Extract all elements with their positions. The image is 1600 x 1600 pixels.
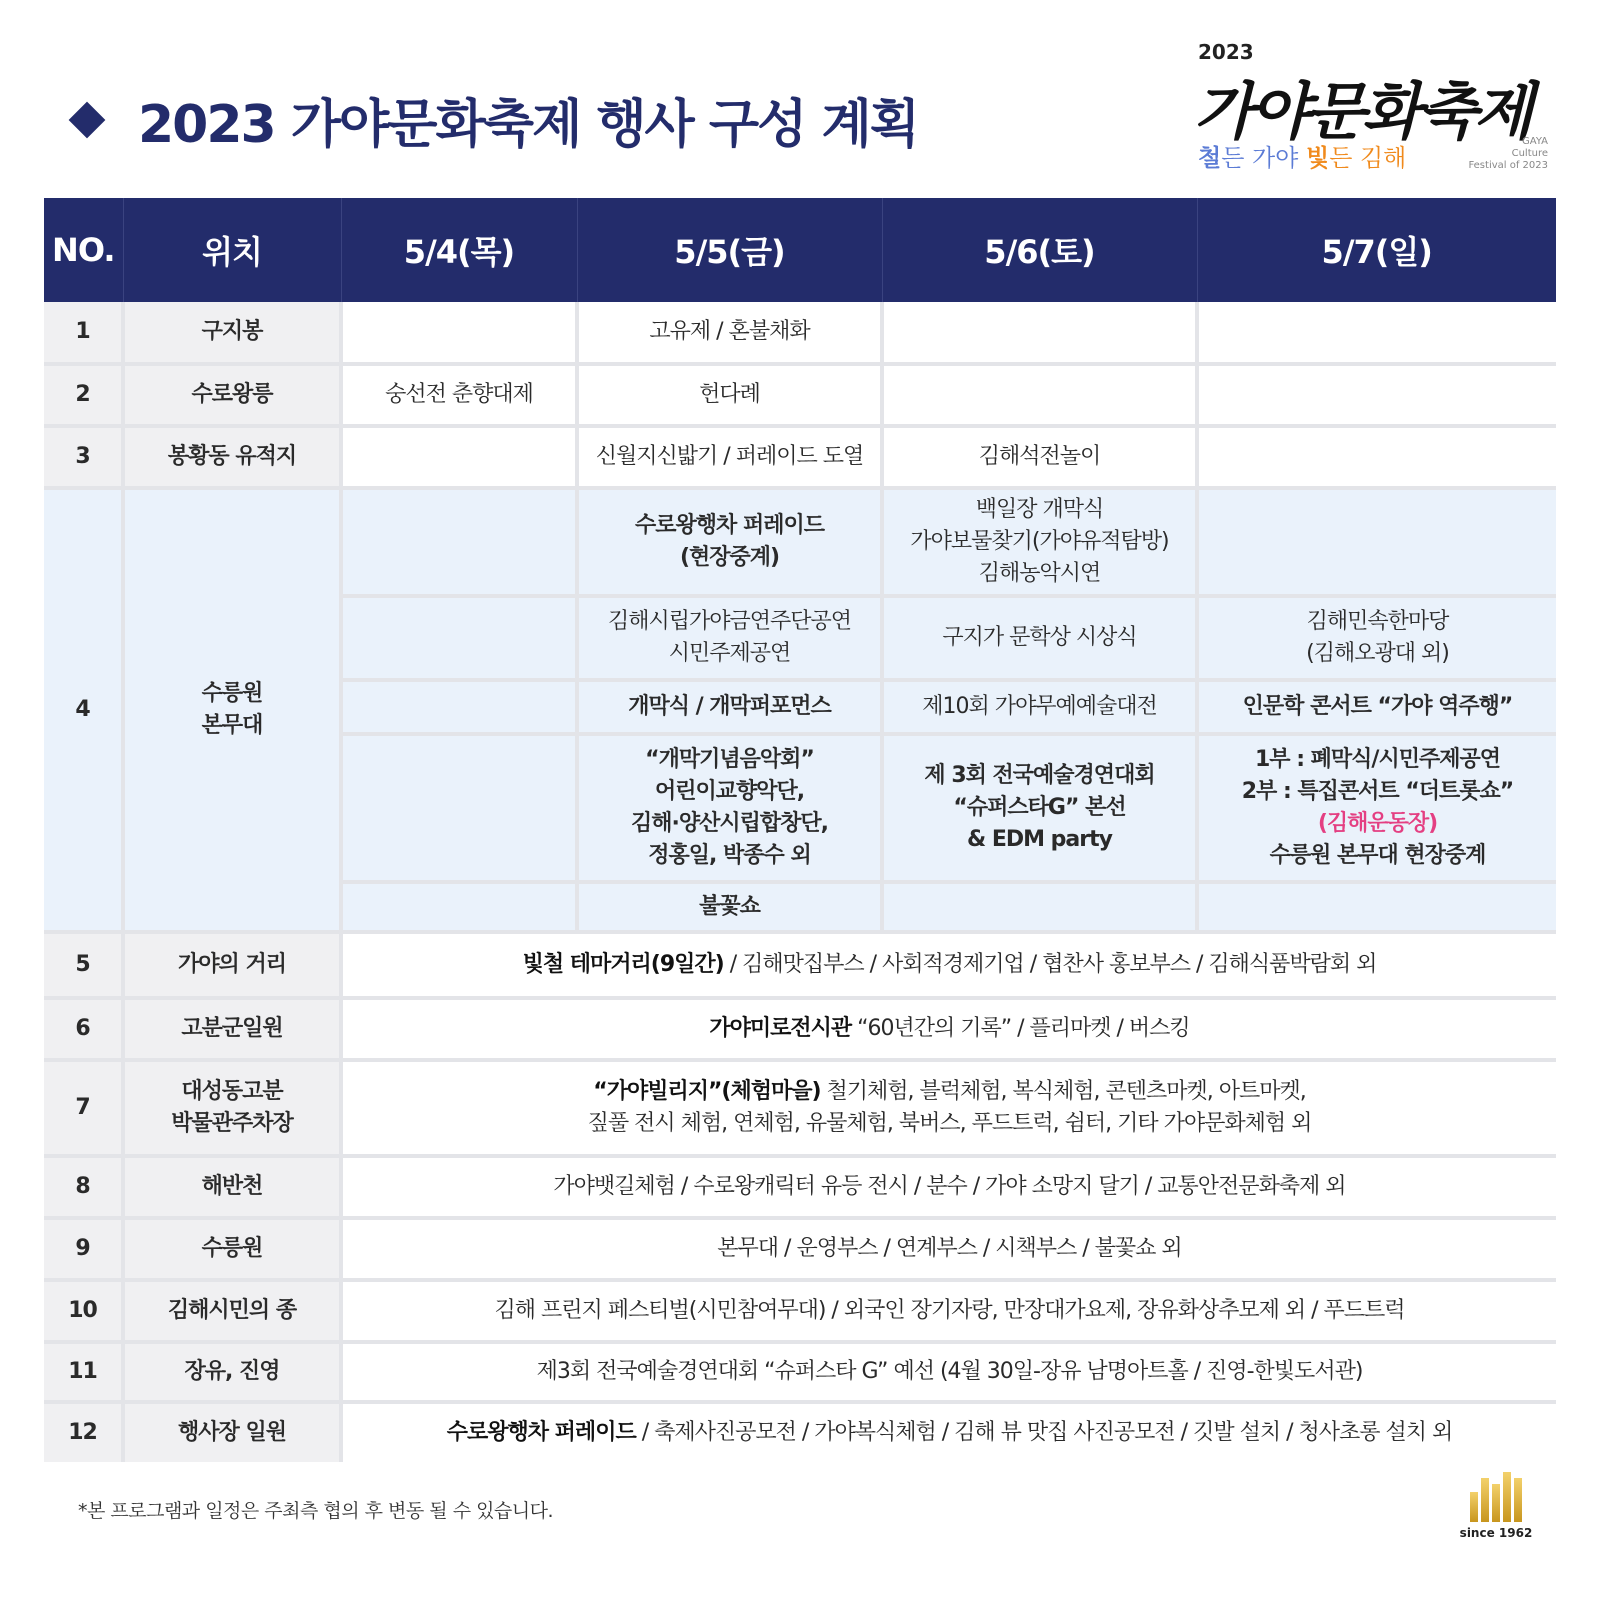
row-location: 구지봉 (123, 302, 341, 364)
program-highlight: “가야빌리지”(체험마을) (593, 1079, 821, 1104)
cell-program: 구지가 문학상 시상식 (882, 596, 1197, 680)
program-line: 수릉원 본무대 현장중계 (1269, 843, 1486, 868)
table-row (44, 1156, 1556, 1218)
page-title: 2023 가야문화축제 행사 구성 계획 (138, 95, 918, 155)
program-highlight: 가야미로전시관 (709, 1016, 852, 1041)
cell-program-span (341, 932, 1556, 998)
row-location (123, 488, 341, 932)
header-location: 위치 (123, 198, 341, 302)
program-line: 정홍일, 박종수 외 (648, 843, 811, 868)
cell-empty (882, 882, 1197, 932)
header-day-4: 5/7(일) (1197, 198, 1556, 302)
cell-program-span (341, 1060, 1556, 1156)
row-location: 김해시민의 종 (123, 1280, 341, 1342)
cell-program-span (341, 998, 1556, 1060)
cell-empty (1197, 488, 1556, 596)
program-rest: / 김해맛집부스 / 사회적경제기업 / 협찬사 홍보부스 / 김해식품박람회 외 (723, 952, 1377, 977)
program-line: 1부 : 폐막식/시민주제공연 (1255, 747, 1500, 772)
row-no: 5 (44, 932, 123, 998)
cell-empty (1197, 302, 1556, 364)
cell-program (577, 734, 882, 882)
program-highlight: 빛철 테마거리(9일간) (522, 952, 724, 977)
row-no: 4 (44, 488, 123, 932)
program-rest: / 축제사진공모전 / 가야복식체험 / 김해 뷰 맛집 사진공모전 / 깃발 설치 / 청사초롱 설치 외 (635, 1420, 1453, 1445)
row-location: 수로왕릉 (123, 364, 341, 426)
program-line: 짚풀 전시 체험, 연체험, 유물체험, 북버스, 푸드트럭, 쉼터, 기타 가야문화체험 외 (587, 1111, 1312, 1136)
cell-program (1197, 734, 1556, 882)
page-title-block (68, 82, 918, 157)
cell-program: 김해석전놀이 (882, 426, 1197, 488)
table-row (44, 1218, 1556, 1280)
cell-program-span: 본무대 / 운영부스 / 연계부스 / 시책부스 / 불꽃쇼 외 (341, 1218, 1556, 1280)
cell-program: 신월지신밟기 / 퍼레이드 도열 (577, 426, 882, 488)
table-row (44, 1402, 1556, 1462)
row-no: 6 (44, 998, 123, 1060)
row-no: 11 (44, 1342, 123, 1402)
row-location: 봉황동 유적지 (123, 426, 341, 488)
since-text: since 1962 (1459, 1526, 1533, 1540)
cell-empty (882, 364, 1197, 426)
logo-main-text: 가야문화축제 (1194, 75, 1530, 148)
program-line: “개막기념음악회” (645, 747, 814, 772)
row-no: 12 (44, 1402, 123, 1462)
event-plan-table (44, 198, 1556, 1462)
footnote: *본 프로그램과 일정은 주최측 협의 후 변동 될 수 있습니다. (78, 1500, 554, 1522)
row-no: 7 (44, 1060, 123, 1156)
logo-slogan-c: 빛 (1306, 144, 1330, 172)
row-no: 1 (44, 302, 123, 364)
cell-program: 헌다례 (577, 364, 882, 426)
location-line: 대성동고분 (181, 1079, 283, 1104)
logo-slogan-d: 든 김해 (1329, 144, 1407, 172)
cell-program (882, 488, 1197, 596)
table-row (44, 932, 1556, 998)
table-row (44, 426, 1556, 488)
header-no: NO. (44, 198, 123, 302)
festival-logo (1180, 40, 1560, 180)
diamond-bullet-icon (69, 101, 106, 138)
row-location: 해반천 (123, 1156, 341, 1218)
cell-program-span: 제3회 전국예술경연대회 “슈퍼스타 G” 예선 (4월 30일-장유 남명아트홀 / 진영-한빛도서관) (341, 1342, 1556, 1402)
cell-program-span: 김해 프린지 페스티벌(시민참여무대) / 외국인 장기자랑, 만장대가요제, 장유화상추모제 외 / 푸드트럭 (341, 1280, 1556, 1342)
cell-program (882, 734, 1197, 882)
cell-program: 고유제 / 혼불채화 (577, 302, 882, 364)
program-line: 시민주제공연 (668, 641, 791, 666)
cell-empty (1197, 882, 1556, 932)
logo-year: 2023 (1198, 40, 1254, 64)
table-row (44, 488, 1556, 596)
row-no: 9 (44, 1218, 123, 1280)
program-line: (김해오광대 외) (1306, 641, 1449, 666)
program-line: 김해시립가야금연주단공연 (607, 609, 852, 634)
cell-empty (341, 488, 577, 596)
row-location: 수릉원 (123, 1218, 341, 1280)
program-line: 수로왕행차 퍼레이드 (635, 513, 824, 538)
row-location (123, 1060, 341, 1156)
table-row (44, 302, 1556, 364)
cell-program (1197, 596, 1556, 680)
program-line: 김해·양산시립합창단, (631, 811, 828, 836)
cell-program: 숭선전 춘향대제 (341, 364, 577, 426)
program-line: 백일장 개막식 (975, 497, 1104, 522)
logo-slogan (1198, 138, 1406, 173)
table-row (44, 998, 1556, 1060)
cell-program: 개막식 / 개막퍼포먼스 (577, 680, 882, 734)
header-day-3: 5/6(토) (882, 198, 1197, 302)
cell-program: 인문학 콘서트 “가야 역주행” (1197, 680, 1556, 734)
table-row (44, 1060, 1556, 1156)
cell-program (577, 488, 882, 596)
emblem-icon (1464, 1472, 1528, 1522)
program-line: 김해농악시연 (978, 561, 1101, 586)
header-day-1: 5/4(목) (341, 198, 577, 302)
row-no: 3 (44, 426, 123, 488)
logo-en-line-3: Festival of 2023 (1468, 160, 1548, 171)
cell-empty (1197, 426, 1556, 488)
cell-empty (882, 302, 1197, 364)
row-no: 2 (44, 364, 123, 426)
cell-empty (341, 596, 577, 680)
program-line: (현장중계) (679, 545, 780, 570)
row-location: 장유, 진영 (123, 1342, 341, 1402)
logo-slogan-b: 든 가야 (1221, 144, 1306, 172)
cell-empty (1197, 364, 1556, 426)
cell-program (577, 596, 882, 680)
cell-empty (341, 680, 577, 734)
cell-program-span: 가야뱃길체험 / 수로왕캐릭터 유등 전시 / 분수 / 가야 소망지 달기 / 교통안전문화축제 외 (341, 1156, 1556, 1218)
table-row (44, 1280, 1556, 1342)
cell-empty (341, 302, 577, 364)
logo-en-line-2: Culture (1511, 148, 1548, 159)
logo-slogan-a: 철 (1198, 144, 1222, 172)
program-venue-highlight: (김해운동장) (1317, 811, 1438, 836)
table-header-row (44, 198, 1556, 302)
location-line: 박물관주차장 (171, 1111, 293, 1136)
program-highlight: 수로왕행차 퍼레이드 (446, 1420, 636, 1445)
cell-program-span (341, 1402, 1556, 1462)
program-line: 어린이교향악단, (654, 779, 805, 804)
program-rest: 철기체험, 블럭체험, 복식체험, 콘텐츠마켓, 아트마켓, (820, 1079, 1306, 1104)
logo-en-line-1: GAYA (1522, 136, 1548, 147)
table-row (44, 364, 1556, 426)
cell-program: 제10회 가야무예예술대전 (882, 680, 1197, 734)
header-day-2: 5/5(금) (577, 198, 882, 302)
program-line: 제 3회 전국예술경연대회 (924, 763, 1155, 788)
row-no: 8 (44, 1156, 123, 1218)
row-location: 가야의 거리 (123, 932, 341, 998)
program-rest: “60년간의 기록” / 플리마켓 / 버스킹 (851, 1016, 1190, 1041)
table-row (44, 1342, 1556, 1402)
cell-empty (341, 882, 577, 932)
program-line: 김해민속한마당 (1306, 609, 1449, 634)
logo-english (1448, 136, 1548, 172)
program-line: & EDM party (967, 827, 1112, 852)
program-line: 가야보물찾기(가야유적탐방) (910, 529, 1169, 554)
row-location: 고분군일원 (123, 998, 341, 1060)
cell-program: 불꽃쇼 (577, 882, 882, 932)
location-line: 본무대 (201, 713, 263, 738)
cell-empty (341, 734, 577, 882)
row-location: 행사장 일원 (123, 1402, 341, 1462)
cell-empty (341, 426, 577, 488)
program-line: “슈퍼스타G” 본선 (953, 795, 1126, 820)
row-no: 10 (44, 1280, 123, 1342)
program-line: 2부 : 특집콘서트 “더트롯쇼” (1241, 779, 1514, 804)
location-line: 수릉원 (201, 681, 263, 706)
since-1962-badge (1458, 1472, 1534, 1540)
